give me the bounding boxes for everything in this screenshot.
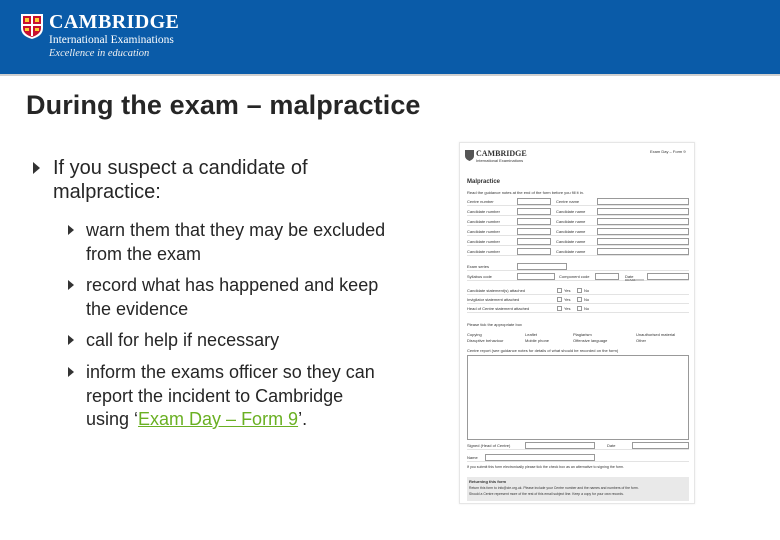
form-label: Date [625,274,634,279]
form-row [467,207,689,216]
logo-tagline: Excellence in education [49,48,150,59]
form-type: Other [636,338,647,343]
checkbox [557,297,562,302]
form-field [517,208,551,215]
form-row [467,441,689,450]
form-row [467,262,689,271]
form-label: Syllabus code [467,274,492,279]
form-type: Plagiarism [573,332,592,337]
form-type: Unauthorised material [636,332,676,337]
form-field [517,218,551,225]
bullet-arrow-icon [68,225,74,235]
form-row [467,453,689,462]
sub-bullet-suffix: ’. [298,409,308,429]
form-label: Signed (Head of Centre) [467,443,511,448]
form-crest-icon [465,150,474,161]
main-bullet: If you suspect a candidate of malpractice: [53,157,308,203]
form-title: Malpractice [467,179,501,185]
form-label: DD/MM/YYYY [625,278,645,282]
form-label: Name [467,455,478,460]
form-field [525,442,595,449]
form-9-thumbnail [459,142,695,504]
returning-title: Returning this form [469,479,507,484]
form-field [517,248,551,255]
form-type: Copying [467,332,482,337]
form-pick-heading: Please tick the appropriate box [467,322,522,327]
form-intro: Read the guidance notes at the end of the form before you fill it in. [467,190,584,195]
logo-subtitle: International Examinations [49,34,174,46]
form-label: No [584,288,590,293]
form-label: Yes [564,297,571,302]
checkbox [577,297,582,302]
checkbox [577,288,582,293]
checkbox [557,288,562,293]
form-label: Yes [564,288,571,293]
form-field [517,198,551,205]
form-field [597,198,689,205]
form-label: Candidate number [467,219,500,224]
header-banner [0,0,780,74]
crest-icon [20,13,44,40]
form-label: Candidate number [467,239,500,244]
report-box [467,355,689,440]
form-field [517,263,567,270]
form-row [467,304,689,313]
form-logo-sub: International Examinations [476,158,524,163]
form-field [517,238,551,245]
bullet-arrow-icon [68,367,74,377]
form-label: Centre name [556,199,580,204]
form-label: Exam series [467,264,490,269]
form-row [467,247,689,256]
returning-section [467,477,689,501]
form-field [597,208,689,215]
form-row [467,217,689,226]
form-field [597,248,689,255]
form-label: Candidate name [556,229,586,234]
form-type: Mobile phone [525,338,550,343]
form-id: Exam Day – Form 9 [650,149,686,154]
form-label: Date [607,443,616,448]
form-row [467,295,689,304]
returning-text: Return this form to info@cie.org.uk. Please include your Centre number and the names and numbers of the form. [469,486,639,490]
bullet-arrow-icon [33,162,40,174]
returning-text-2: Should a Centre represent more of the rest of this email subject line. Keep a copy for your own records. [469,492,624,496]
bullet-arrow-icon [68,335,74,345]
form-label: Centre number [467,199,494,204]
sub-bullet: warn them that they may be excluded from the exam [86,220,386,264]
checkbox [577,306,582,311]
form-label: No [584,306,590,311]
sub-bullet: record what has happened and keep the evidence [86,275,379,319]
form-type: Disruptive behaviour [467,338,504,343]
slide-title: During the exam – malpractice [26,90,421,120]
form-field [597,218,689,225]
bullet-arrow-icon [68,280,74,290]
form-centre-report: Centre report (see guidance notes for details of what should be recorded on the form) [467,348,619,353]
form-field [632,442,689,449]
form-field [647,273,689,280]
header-divider [0,74,780,76]
form-label: Candidate name [556,219,586,224]
form-logo-name: CAMBRIDGE [476,149,527,158]
form-row [467,227,689,236]
form-field [517,228,551,235]
form-label: Candidate name [556,209,586,214]
checkbox [557,306,562,311]
form-email-note: If you submit this form electronically please tick the check box as an alternative to signing the form. [467,465,625,469]
form-label: Candidate name [556,249,586,254]
sub-bullet-text: inform the exams officer so they can report the incident to Cambridge using ‘ [86,362,375,429]
logo-name: CAMBRIDGE [49,11,180,33]
form-type: Leaflet [525,332,538,337]
form-label: Head of Centre statement attached [467,306,530,311]
form-field [485,454,595,461]
form-row [467,272,689,281]
form-label: Component code [559,274,590,279]
form-label: Candidate number [467,209,500,214]
form-label: No [584,297,590,302]
exam-day-form-9-link[interactable]: Exam Day – Form 9 [138,409,299,429]
form-field [517,273,555,280]
sub-bullet [86,361,386,432]
form-field [597,228,689,235]
form-label: Candidate name [556,239,586,244]
form-label: Candidate number [467,229,500,234]
sub-bullet: call for help if necessary [86,330,280,350]
form-field [597,238,689,245]
form-row [467,197,689,206]
form-field [595,273,619,280]
form-label: Candidate statement(s) attached [467,288,526,293]
form-label: Candidate number [467,249,500,254]
form-row [467,237,689,246]
form-label: Invigilator statement attached [467,297,520,302]
form-label: Yes [564,306,571,311]
form-row [467,286,689,295]
form-type: Offensive language [573,338,608,343]
